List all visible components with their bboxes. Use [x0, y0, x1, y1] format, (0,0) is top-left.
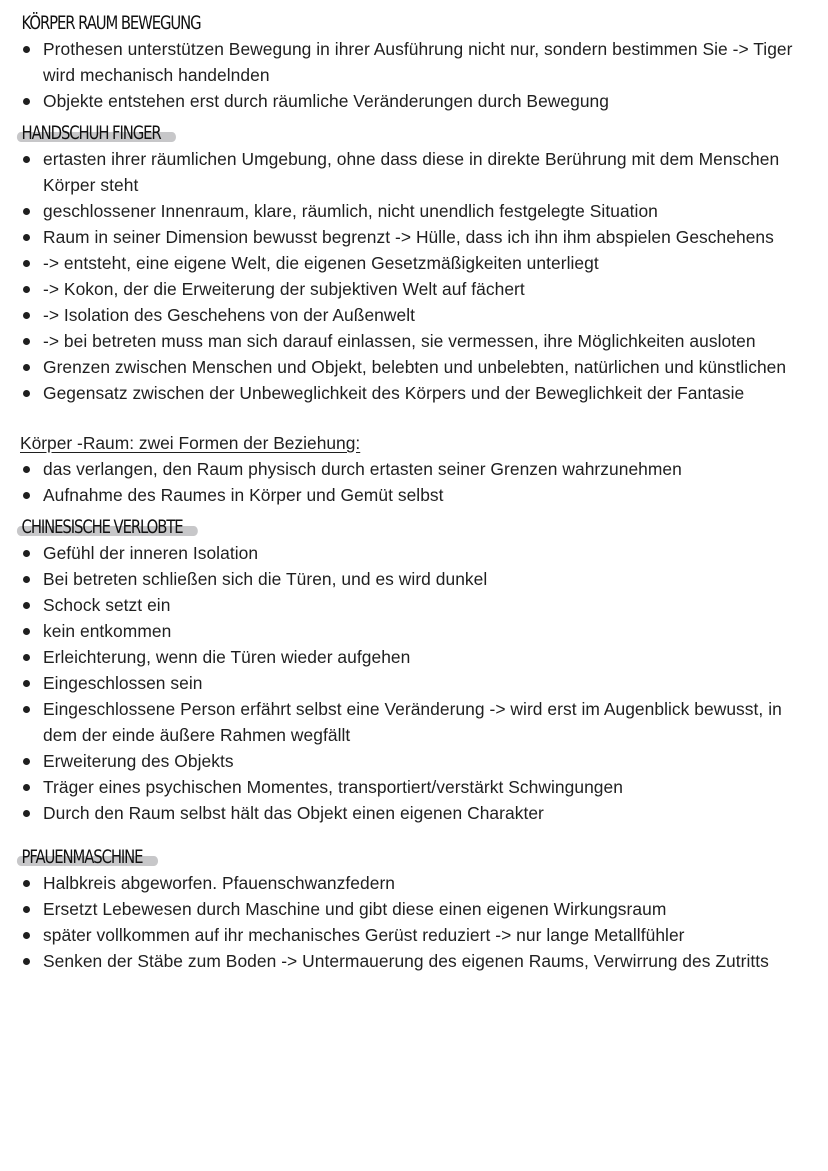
list-item: Träger eines psychischen Momentes, transportiert/verstärkt Schwingungen	[20, 774, 814, 800]
section-heading: HANDSCHUH FINGER	[20, 120, 165, 146]
section-chinesische-verlobte	[20, 514, 814, 826]
section-heading: PFAUENMASCHINE	[20, 844, 147, 870]
list-item: Senken der Stäbe zum Boden -> Untermauerung des eigenen Raums, Verwirrung des Zutritts	[20, 948, 814, 974]
list-item: Erleichterung, wenn die Türen wieder aufgehen	[20, 644, 814, 670]
list-item: später vollkommen auf ihr mechanisches Gerüst reduziert -> nur lange Metallfühler	[20, 922, 814, 948]
bullet-list	[20, 456, 814, 508]
list-item: Prothesen unterstützen Bewegung in ihrer Ausführung nicht nur, sondern bestimmen Sie -> Tiger wird mechanisch handelnden	[20, 36, 814, 88]
list-item: Erweiterung des Objekts	[20, 748, 814, 774]
section-koerper-raum-bewegung	[20, 10, 814, 114]
list-item: Halbkreis abgeworfen. Pfauenschwanzfedern	[20, 870, 814, 896]
list-item: Eingeschlossen sein	[20, 670, 814, 696]
list-item: -> entsteht, eine eigene Welt, die eigenen Gesetzmäßigkeiten unterliegt	[20, 250, 814, 276]
list-item: Raum in seiner Dimension bewusst begrenzt -> Hülle, dass ich ihn ihm abspielen Geschehens	[20, 224, 814, 250]
list-item: -> Kokon, der die Erweiterung der subjektiven Welt auf fächert	[20, 276, 814, 302]
bullet-list	[20, 36, 814, 114]
list-item: Gegensatz zwischen der Unbeweglichkeit des Körpers und der Beweglichkeit der Fantasie	[20, 380, 814, 406]
list-item: Eingeschlossene Person erfährt selbst eine Veränderung -> wird erst im Augenblick bewusst, in dem der einde äußere Rahmen wegfällt	[20, 696, 814, 748]
subheading: Körper -Raum: zwei Formen der Beziehung:	[20, 433, 361, 453]
list-item: kein entkommen	[20, 618, 814, 644]
spacer	[20, 406, 814, 430]
bullet-list	[20, 540, 814, 826]
list-item: das verlangen, den Raum physisch durch ertasten seiner Grenzen wahrzunehmen	[20, 456, 814, 482]
bullet-list	[20, 870, 814, 974]
list-item: Ersetzt Lebewesen durch Maschine und gibt diese einen eigenen Wirkungsraum	[20, 896, 814, 922]
section-handschuh-finger	[20, 120, 814, 508]
list-item: Gefühl der inneren Isolation	[20, 540, 814, 566]
list-item: Bei betreten schließen sich die Türen, und es wird dunkel	[20, 566, 814, 592]
section-pfauenmaschine	[20, 844, 814, 974]
list-item: Durch den Raum selbst hält das Objekt einen eigenen Charakter	[20, 800, 814, 826]
list-item: ertasten ihrer räumlichen Umgebung, ohne dass diese in direkte Berührung mit dem Menschen Körper steht	[20, 146, 814, 198]
list-item: Schock setzt ein	[20, 592, 814, 618]
bullet-list	[20, 146, 814, 406]
list-item: Grenzen zwischen Menschen und Objekt, belebten und unbelebten, natürlichen und künstlichen	[20, 354, 814, 380]
list-item: -> bei betreten muss man sich darauf einlassen, sie vermessen, ihre Möglichkeiten ausloten	[20, 328, 814, 354]
section-heading: CHINESISCHE VERLOBTE	[20, 514, 187, 540]
list-item: Aufnahme des Raumes in Körper und Gemüt selbst	[20, 482, 814, 508]
section-heading: KÖRPER RAUM BEWEGUNG	[21, 12, 201, 34]
list-item: -> Isolation des Geschehens von der Außenwelt	[20, 302, 814, 328]
list-item: Objekte entstehen erst durch räumliche Veränderungen durch Bewegung	[20, 88, 814, 114]
list-item: geschlossener Innenraum, klare, räumlich, nicht unendlich festgelegte Situation	[20, 198, 814, 224]
